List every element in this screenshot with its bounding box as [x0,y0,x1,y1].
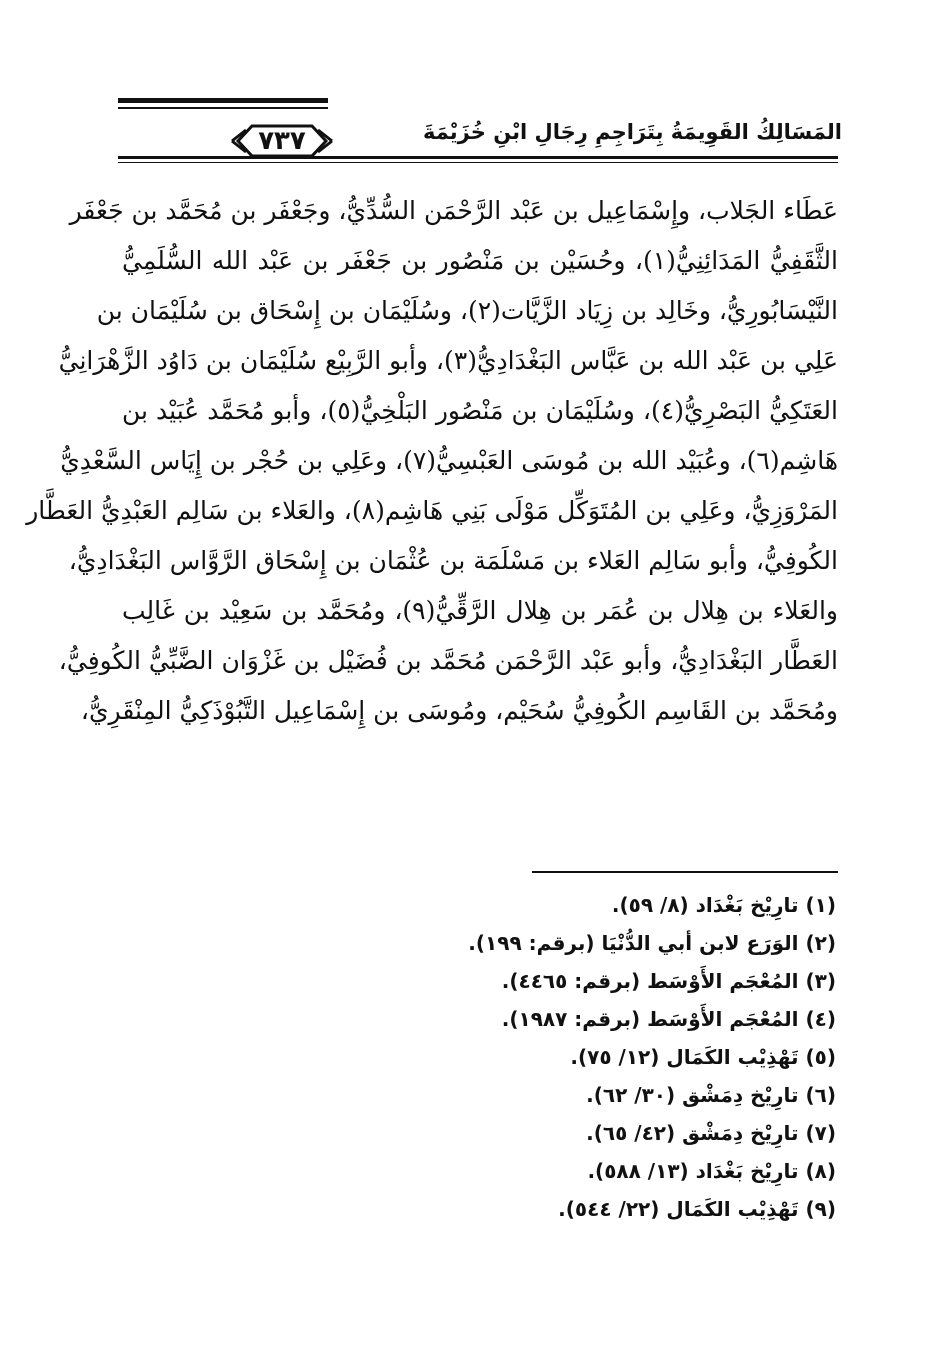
footnotes [336,886,836,1228]
text-line: هَاشِم(٦)، وعُبَيْد الله بن مُوسَى العَبْسِيُّ(٧)، وعَلِي بن حُجْر بن إِيَاس السَّعْدِيُّ [60,446,838,475]
footnote-item: (٢) الوَرَع لابن أبي الدُّنْيَا (برقم: ١٩٩). [468,931,836,955]
text-line: المَرْوَزِيُّ، وعَلِي بن المُتَوَكِّل مَوْلَى بَنِي هَاشِم(٨)، والعَلاء بن سَالِم العَبْدِيُّ العَطَّار [26,496,838,525]
header-underline [118,156,838,159]
footnote-item: (٧) تارِيْخ دِمَشْق (٤٢/ ٦٥). [586,1121,836,1145]
footnote-item: (١) تارِيْخ بَغْدَاد (٨/ ٥٩). [611,893,836,917]
header-rule-thin [118,107,328,109]
page-header [112,92,842,172]
header-rule-thick [118,98,328,103]
text-line: العَطَّار البَغْدَادِيُّ، وأبو عَبْد الرَّحْمَن مُحَمَّد بن فُضَيْل بن غَزْوَان الضَّبِّيُّ الكُوفِيُّ، [58,646,838,675]
text-line: النَّيْسَابُورِيُّ، وخَالِد بن زِيَاد الزَّيَّات(٢)، وسُلَيْمَان بن إِسْحَاق بن سُلَيْمَان بن [96,296,838,325]
header-underline-thin [118,162,838,163]
footnote-separator [532,871,838,873]
footnote-item: (٨) تارِيْخ بَغْدَاد (١٣/ ٥٨٨). [587,1159,836,1183]
text-line: عَطَاء الجَلاب، وإِسْمَاعِيل بن عَبْد الرَّحْمَن السُّدِّيُّ، وجَعْفَر بن مُحَمَّد بن جَعْفَر [69,196,838,225]
text-line: والعَلاء بن هِلال بن عُمَر بن هِلال الرَّقِّيُّ(٩)، ومُحَمَّد بن سَعِيْد بن غَالِب [122,596,838,625]
running-title: المَسَالِكُ القَوِيمَةُ بِتَرَاجِمِ رِجَالِ ابْنِ خُزَيْمَةَ [422,120,842,144]
text-line: الثَّقَفِيُّ المَدَائِنِيُّ(١)، وحُسَيْن بن مَنْصُور بن جَعْفَر بن عَبْد الله السُّلَمِيُّ [122,246,838,275]
text-line: عَلِي بن عَبْد الله بن عَبَّاس البَغْدَادِيُّ(٣)، وأبو الرَّبِيْع سُلَيْمَان بن دَاوُد الزَّهْرَانِيُّ [58,346,838,375]
footnote-item: (٩) تَهْذِيْب الكَمَال (٢٢/ ٥٤٤). [558,1197,836,1221]
text-line: العَتَكِيُّ البَصْرِيُّ(٤)، وسُلَيْمَان بن مَنْصُور البَلْخِيُّ(٥)، وأبو مُحَمَّد عُبَيْد بن [122,396,838,425]
page-number-badge [230,122,334,160]
footnote-item: (٣) المُعْجَم الأَوْسَط (برقم: ٤٤٦٥). [501,969,836,993]
footnote-item: (٤) المُعْجَم الأَوْسَط (برقم: ١٩٨٧). [501,1007,836,1031]
text-line: الكُوفِيُّ، وأبو سَالِم العَلاء بن مَسْلَمَة بن عُثْمَان بن إِسْحَاق الرَّوَّاس البَغْدَادِيُّ، [68,546,838,575]
footnote-item: (٥) تَهْذِيْب الكَمَال (١٢/ ٧٥). [570,1045,836,1069]
text-line: ومُحَمَّد بن القَاسِم الكُوفِيُّ سُحَيْم، ومُوسَى بن إِسْمَاعِيل التَّبُوْذَكِيُّ المِنْقَرِيُّ، [80,696,838,725]
main-text [26,186,838,736]
page-number: ٧٣٧ [258,126,306,156]
footnote-item: (٦) تارِيْخ دِمَشْق (٣٠/ ٦٢). [586,1083,836,1107]
